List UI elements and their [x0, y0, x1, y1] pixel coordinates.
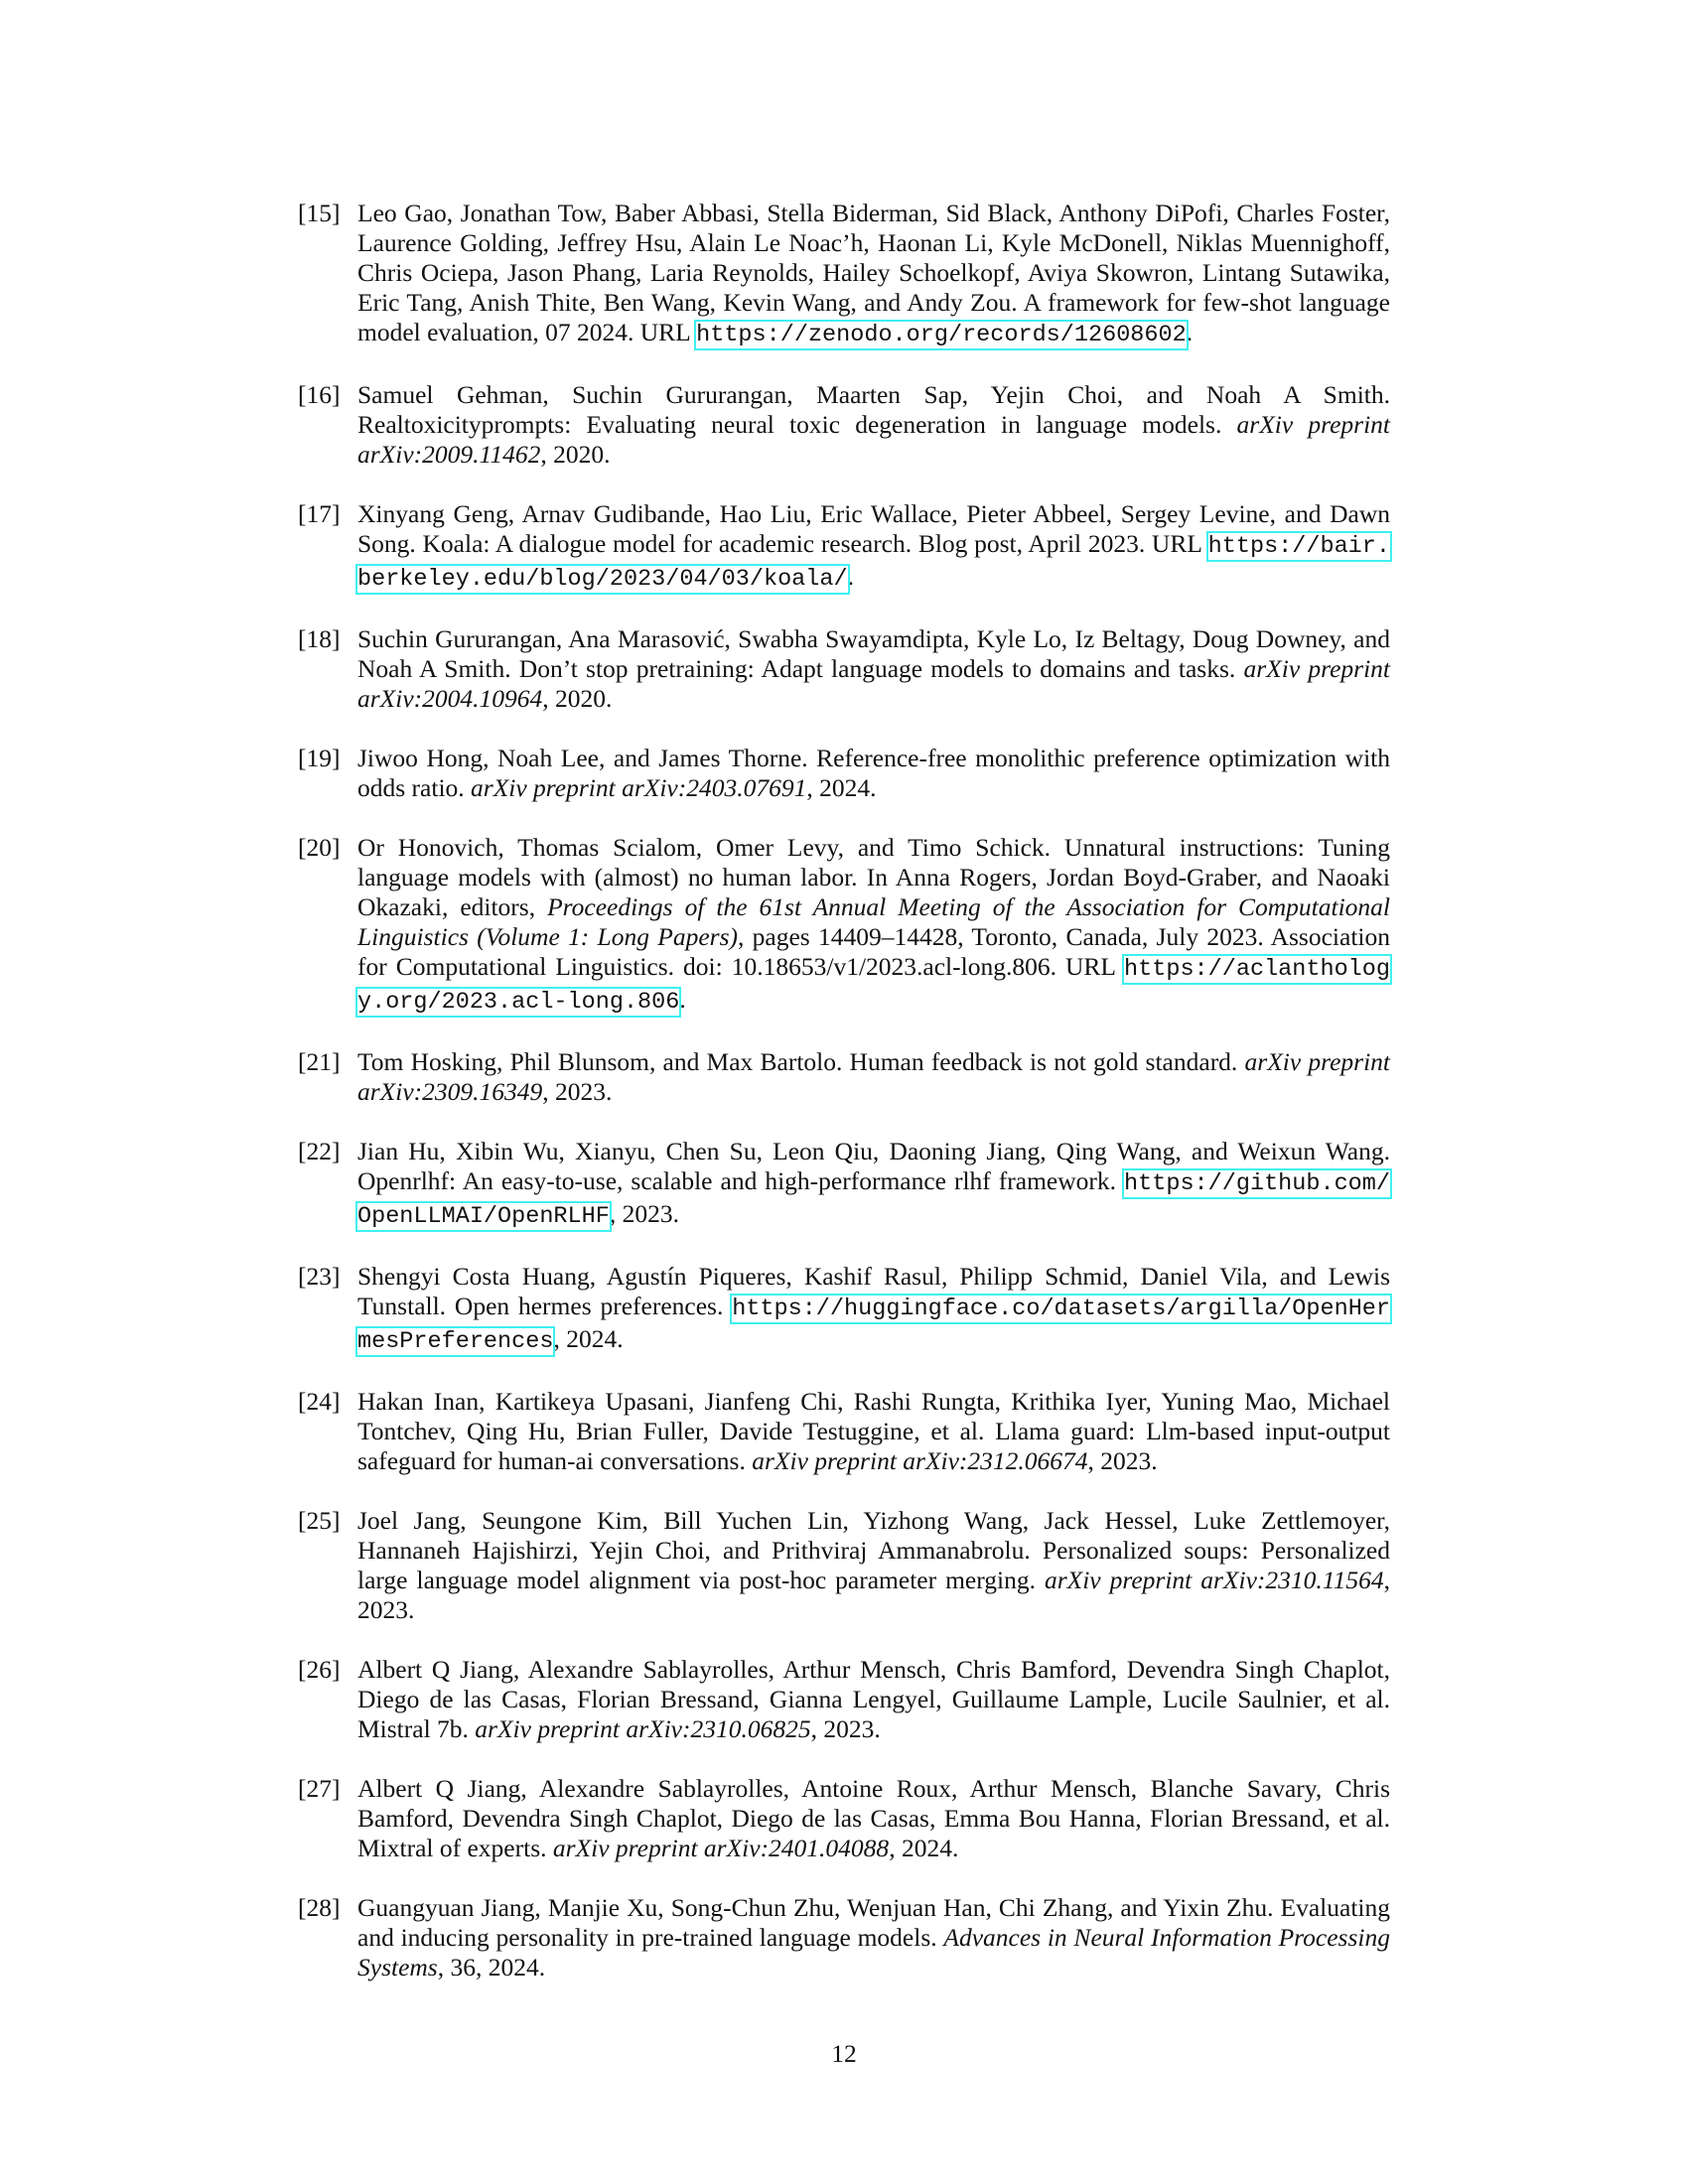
- reference-text: Joel Jang, Seungone Kim, Bill Yuchen Lin, Yizhong Wang, Jack Hessel, Luke Zettlemoyer, Hannaneh Hajishirzi, Yejin Choi, and Prithviraj Ammanabrolu. Personalized soups: Personalized large language model alignment via post-hoc parameter merging.: [357, 1506, 1390, 1594]
- reference-number: [22]: [298, 1137, 341, 1165]
- reference-text: Samuel Gehman, Suchin Gururangan, Maarten Sap, Yejin Choi, and Noah A Smith. Realtoxicityprompts: Evaluating neural toxic degeneration in language models.: [357, 380, 1390, 439]
- reference-text: Xinyang Geng, Arnav Gudibande, Hao Liu, Eric Wallace, Pieter Abbeel, Sergey Levine, and Dawn Song. Koala: A dialogue model for academic research. Blog post, April 2023. URL: [357, 499, 1390, 558]
- reference-18: [298, 624, 1390, 714]
- reference-tail: .: [1186, 318, 1194, 346]
- reference-number: [23]: [298, 1262, 341, 1291]
- reference-text: Or Honovich, Thomas Scialom, Omer Levy, and Timo Schick. Unnatural instructions: Tuning language models with (almost) no human labor. In Anna Rogers, Jordan Boyd-Graber, and Naoaki Okazaki, editors,: [357, 833, 1390, 921]
- reference-tail: , 2020.: [542, 684, 613, 713]
- reference-tail: , 2023.: [1087, 1446, 1158, 1475]
- reference-url-link[interactable]: https://huggingface.co/datasets/argilla/OpenHermesPreferences: [357, 1296, 1390, 1355]
- reference-21: [298, 1047, 1390, 1107]
- reference-number: [21]: [298, 1047, 341, 1076]
- reference-text: Tom Hosking, Phil Blunsom, and Max Bartolo. Human feedback is not gold standard.: [357, 1047, 1245, 1076]
- reference-25: [298, 1506, 1390, 1625]
- reference-url-link[interactable]: https://github.com/OpenLLMAI/OpenRLHF: [357, 1170, 1390, 1230]
- reference-tail: , 2024.: [889, 1834, 959, 1862]
- reference-number: [18]: [298, 624, 341, 653]
- reference-text: Shengyi Costa Huang, Agustín Piqueres, Kashif Rasul, Philipp Schmid, Daniel Vila, and Lewis Tunstall. Open hermes preferences.: [357, 1262, 1390, 1320]
- reference-venue: arXiv preprint arXiv:2312.06674: [752, 1446, 1088, 1475]
- reference-number: [28]: [298, 1893, 341, 1922]
- reference-text: Suchin Gururangan, Ana Marasović, Swabha Swayamdipta, Kyle Lo, Iz Beltagy, Doug Downey, and Noah A Smith. Don’t stop pretraining: Adapt language models to domains and tasks.: [357, 624, 1390, 683]
- reference-tail: , 2023.: [542, 1077, 613, 1106]
- reference-text: Albert Q Jiang, Alexandre Sablayrolles, Antoine Roux, Arthur Mensch, Blanche Savary, Chris Bamford, Devendra Singh Chaplot, Diego de las Casas, Emma Bou Hanna, Florian Bressand, et al. Mixtral of experts.: [357, 1774, 1390, 1862]
- reference-text: Guangyuan Jiang, Manjie Xu, Song-Chun Zhu, Wenjuan Han, Chi Zhang, and Yixin Zhu. Evaluating and inducing personality in pre-trained language models.: [357, 1893, 1390, 1952]
- reference-27: [298, 1774, 1390, 1863]
- reference-tail: , 2023.: [357, 1566, 1390, 1624]
- reference-number: [17]: [298, 499, 341, 528]
- reference-venue: arXiv preprint arXiv:2309.16349: [357, 1047, 1391, 1106]
- reference-text: Hakan Inan, Kartikeya Upasani, Jianfeng Chi, Rashi Rungta, Krithika Iyer, Yuning Mao, Michael Tontchev, Qing Hu, Brian Fuller, Davide Testuggine, et al. Llama guard: Llm-based input-output safeguard for human-ai conversations.: [357, 1387, 1390, 1475]
- reference-22: [298, 1137, 1390, 1232]
- reference-number: [19]: [298, 744, 341, 772]
- reference-tail: , 36, 2024.: [437, 1953, 546, 1981]
- reference-number: [26]: [298, 1655, 341, 1684]
- reference-text: Leo Gao, Jonathan Tow, Baber Abbasi, Stella Biderman, Sid Black, Anthony DiPofi, Charles Foster, Laurence Golding, Jeffrey Hsu, Alain Le Noac’h, Haonan Li, Kyle McDonell, Niklas Muennighoff, Chris Ociepa, Jason Phang, Laria Reynolds, Hailey Schoelkopf, Aviya Skowron, Lintang Sutawika, Eric Tang, Anish Thite, Ben Wang, Kevin Wang, and Andy Zou. A framework for few-shot language model evaluation, 07 2024. URL: [357, 199, 1390, 346]
- reference-number: [25]: [298, 1506, 341, 1535]
- reference-number: [24]: [298, 1387, 341, 1416]
- reference-tail: , 2020.: [540, 440, 611, 469]
- reference-venue: arXiv preprint arXiv:2009.11462: [357, 410, 1390, 469]
- reference-tail: .: [679, 985, 686, 1014]
- reference-venue: Advances in Neural Information Processing Systems: [357, 1923, 1390, 1981]
- reference-venue: arXiv preprint arXiv:2310.11564: [1044, 1566, 1384, 1594]
- reference-17: [298, 499, 1390, 595]
- reference-tail: , 2023.: [609, 1199, 679, 1228]
- reference-number: [27]: [298, 1774, 341, 1803]
- reference-venue: arXiv preprint arXiv:2401.04088: [552, 1834, 890, 1862]
- reference-20: [298, 833, 1390, 1018]
- reference-24: [298, 1387, 1390, 1476]
- reference-tail: , 2024.: [553, 1324, 624, 1353]
- reference-19: [298, 744, 1390, 803]
- reference-text-cont: , pages 14409–14428, Toronto, Canada, July 2023. Association for Computational Linguistics. doi: 10.18653/v1/2023.acl-long.806. URL: [357, 922, 1390, 981]
- reference-number: [20]: [298, 833, 341, 862]
- reference-tail: , 2023.: [810, 1714, 881, 1743]
- reference-url-link[interactable]: https://zenodo.org/records/12608602: [696, 322, 1187, 348]
- reference-number: [16]: [298, 380, 341, 409]
- page-number: 12: [831, 2039, 857, 2068]
- reference-text: Jiwoo Hong, Noah Lee, and James Thorne. Reference-free monolithic preference optimization with odds ratio.: [357, 744, 1390, 802]
- reference-15: [298, 199, 1390, 350]
- reference-text: Jian Hu, Xibin Wu, Xianyu, Chen Su, Leon Qiu, Daoning Jiang, Qing Wang, and Weixun Wang. Openrlhf: An easy-to-use, scalable and high-performance rlhf framework.: [357, 1137, 1390, 1195]
- reference-28: [298, 1893, 1390, 1982]
- reference-url-link[interactable]: https://bair.berkeley.edu/blog/2023/04/03/koala/: [357, 533, 1390, 593]
- reference-number: [15]: [298, 199, 341, 227]
- reference-url-link[interactable]: https://aclanthology.org/2023.acl-long.806: [357, 956, 1390, 1016]
- reference-venue: arXiv preprint arXiv:2403.07691: [471, 773, 807, 802]
- reference-list: [298, 199, 1390, 2012]
- reference-16: [298, 380, 1390, 470]
- reference-tail: .: [847, 562, 854, 591]
- reference-venue: Proceedings of the 61st Annual Meeting of the Association for Computational Linguistics (Volume 1: Long Papers): [357, 892, 1391, 951]
- reference-venue: arXiv preprint arXiv:2004.10964: [357, 654, 1390, 713]
- reference-23: [298, 1262, 1390, 1357]
- reference-text: Albert Q Jiang, Alexandre Sablayrolles, Arthur Mensch, Chris Bamford, Devendra Singh Chaplot, Diego de las Casas, Florian Bressand, Gianna Lengyel, Guillaume Lample, Lucile Saulnier, et al. Mistral 7b.: [357, 1655, 1390, 1743]
- reference-26: [298, 1655, 1390, 1744]
- reference-tail: , 2024.: [806, 773, 877, 802]
- reference-venue: arXiv preprint arXiv:2310.06825: [475, 1714, 811, 1743]
